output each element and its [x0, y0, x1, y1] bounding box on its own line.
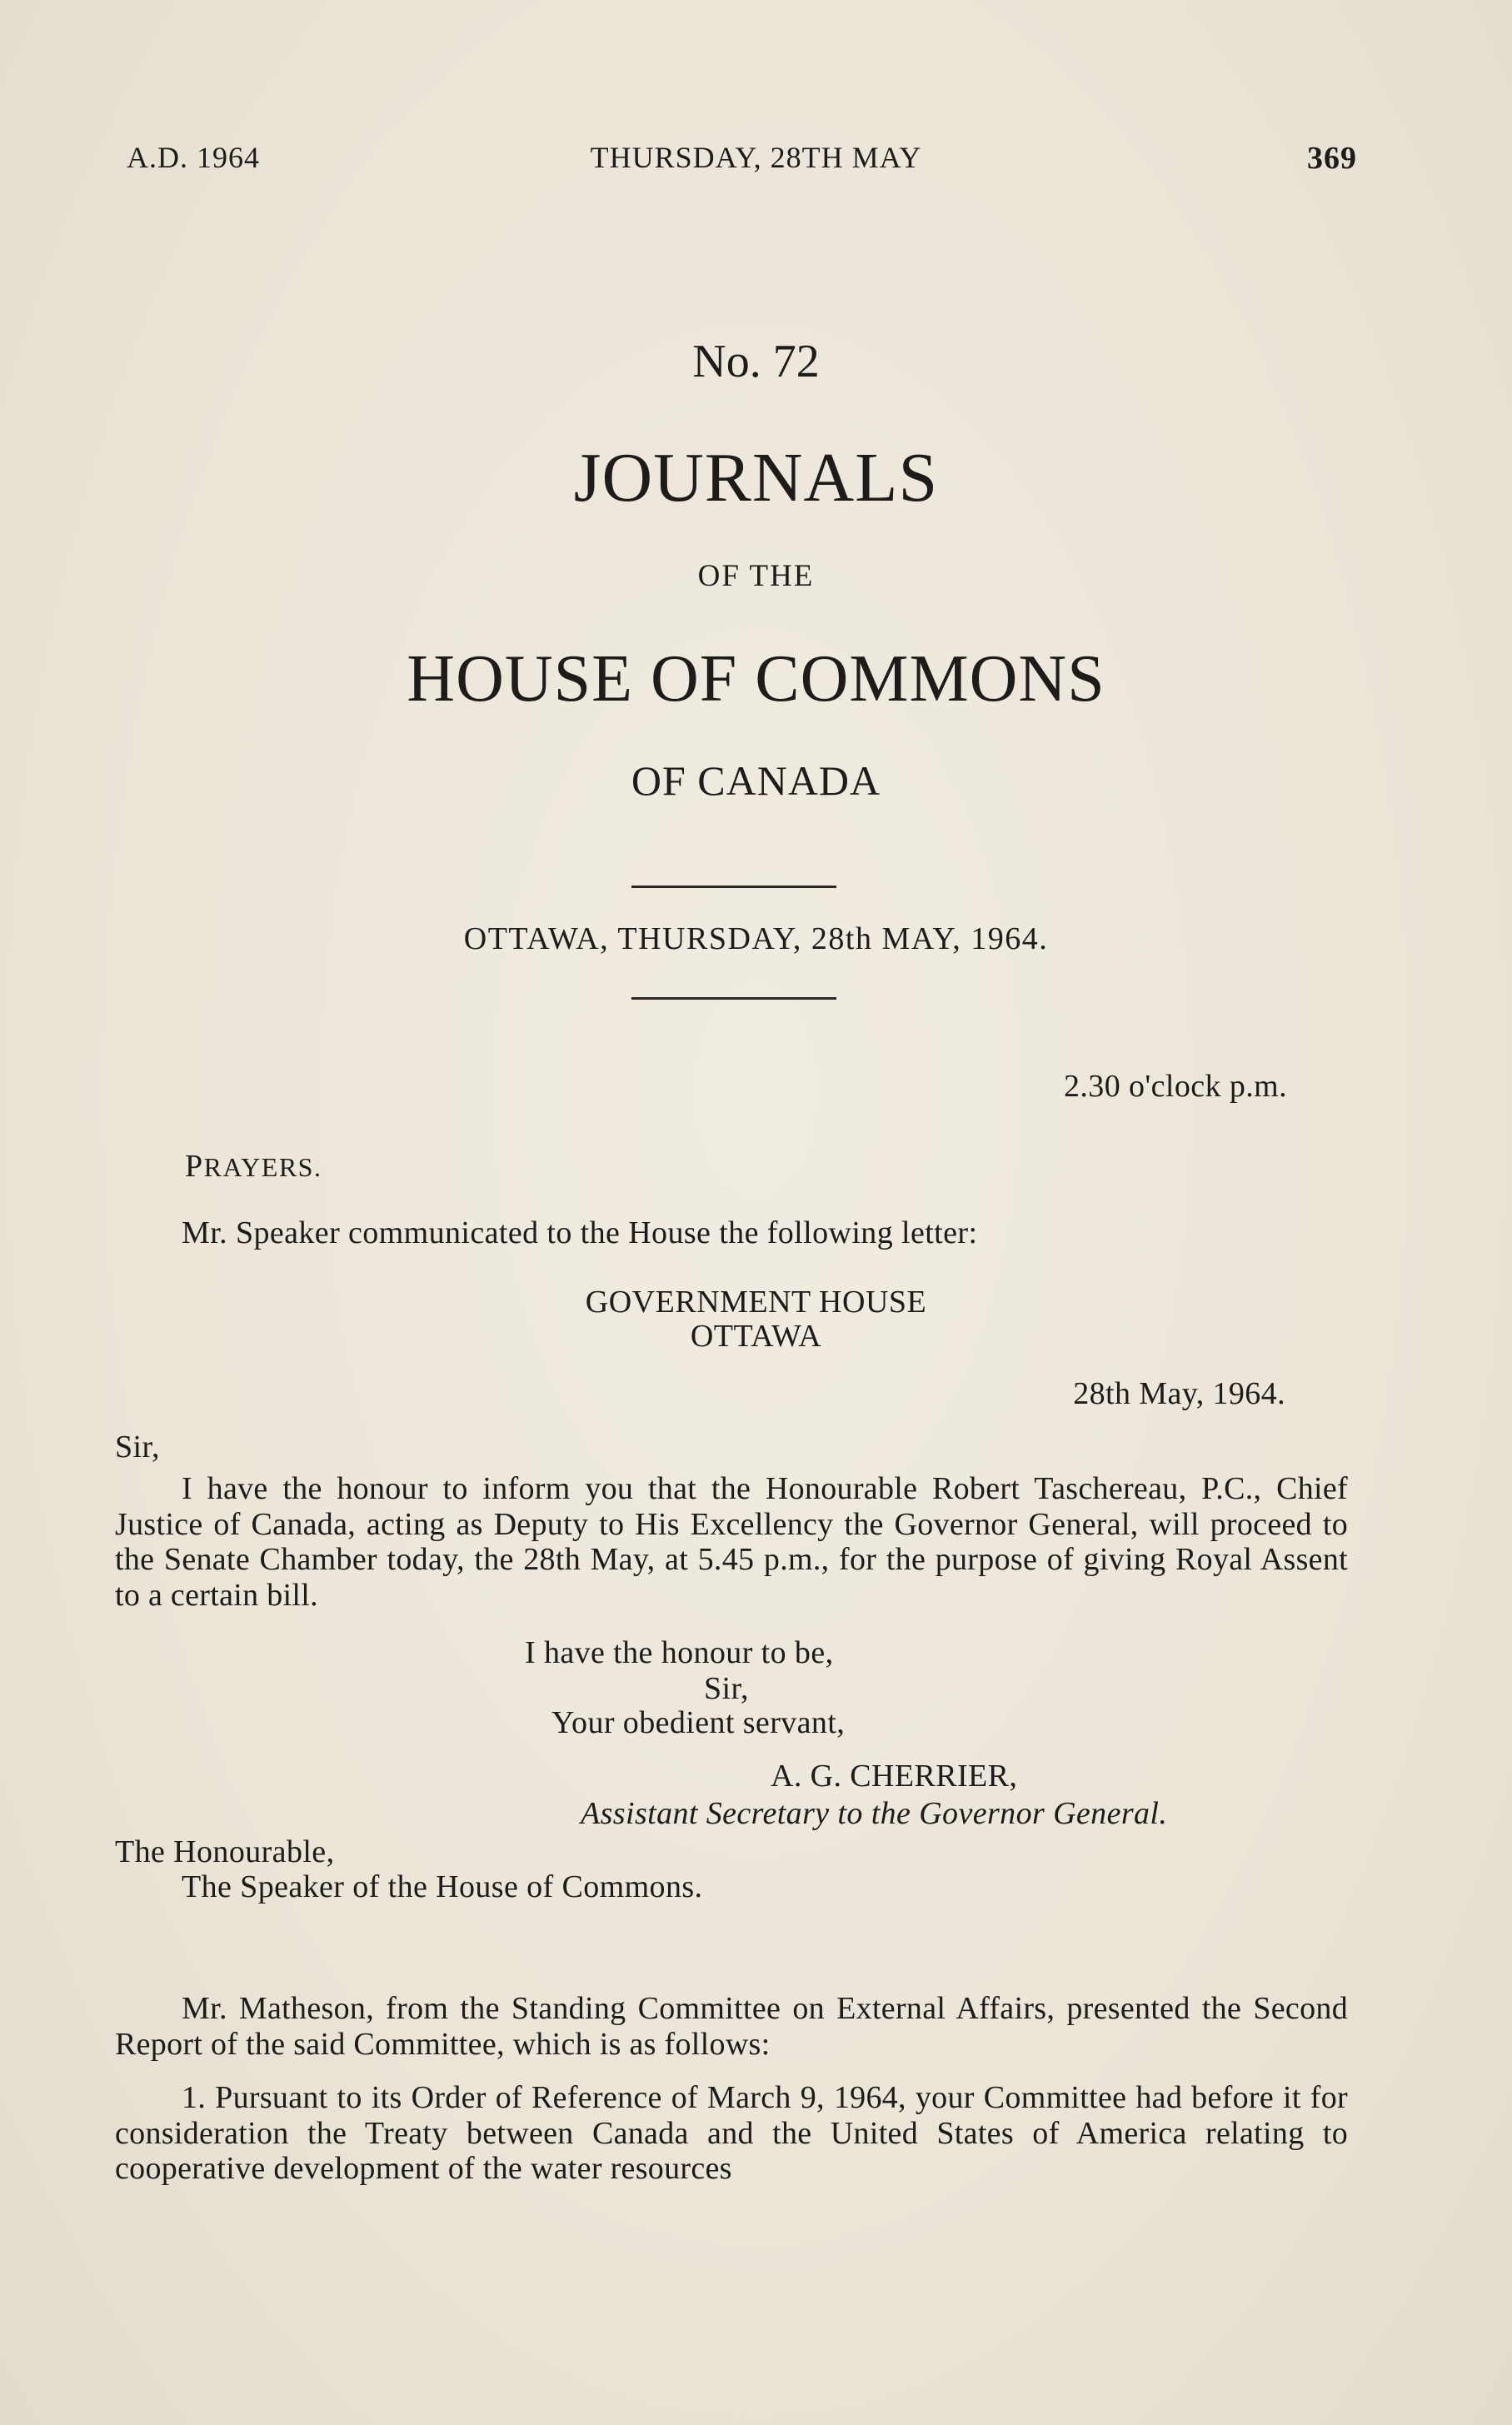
report-intro-text: Mr. Matheson, from the Standing Committee on External Affairs, presented the Second Report of the said Committee, which is as follows: [115, 1991, 1348, 2062]
dateline: OTTAWA, THURSDAY, 28th MAY, 1964. [463, 921, 1049, 956]
letter-addressee-1: The Honourable, [115, 1834, 335, 1869]
letter-signer: A. G. CHERRIER, [771, 1759, 1018, 1794]
header-date: THURSDAY, 28TH MAY [590, 141, 922, 174]
letter-addressee-2: The Speaker of the House of Commons. [182, 1869, 703, 1904]
letter-signer-title: Assistant Secretary to the Governor General. [581, 1796, 1168, 1831]
report-item-1 [115, 2080, 1348, 2187]
letter-heading-ottawa: OTTAWA [690, 1319, 822, 1354]
masthead-of-the: OF THE [697, 559, 815, 593]
prayers-rest: RAYERS. [203, 1152, 322, 1182]
letter-body [115, 1471, 1348, 1613]
prayers-initial: P [185, 1149, 204, 1184]
letter-closing-1: I have the honour to be, [525, 1635, 834, 1670]
divider-bottom [631, 997, 836, 1000]
sitting-time: 2.30 o'clock p.m. [1064, 1069, 1287, 1104]
masthead-house-of-commons: HOUSE OF COMMONS [407, 642, 1105, 716]
issue-number: No. 72 [692, 336, 820, 387]
letter-body-text: I have the honour to inform you that the Honourable Robert Taschereau, P.C., Chief Justice of Canada, acting as Deputy to His Excellency the Governor General, will proceed to the Senate Chamber today, the 28th May, at 5.45 p.m., for the purpose of giving Royal Assent to a certain bill. [115, 1471, 1348, 1613]
header-year: A.D. 1964 [127, 141, 260, 174]
letter-date: 28th May, 1964. [1073, 1376, 1285, 1411]
letter-closing-2: Sir, [704, 1671, 749, 1706]
letter-heading-government-house: GOVERNMENT HOUSE [585, 1285, 927, 1320]
page-number: 369 [1307, 141, 1357, 176]
masthead-of-canada: OF CANADA [631, 757, 881, 804]
speaker-communication: Mr. Speaker communicated to the House the following letter: [182, 1215, 978, 1250]
prayers-heading [185, 1148, 322, 1185]
report-item-1-text: 1. Pursuant to its Order of Reference of March 9, 1964, your Committee had before it for consideration the Treaty between Canada and the United States of America relating to cooperative development of the water resources [115, 2080, 1348, 2186]
divider-top [631, 886, 836, 888]
letter-closing-3: Your obedient servant, [551, 1705, 846, 1740]
letter-salutation: Sir, [115, 1430, 160, 1464]
prayers-label [185, 1149, 322, 1184]
masthead-journals: JOURNALS [573, 439, 939, 516]
report-intro [115, 1991, 1348, 2062]
